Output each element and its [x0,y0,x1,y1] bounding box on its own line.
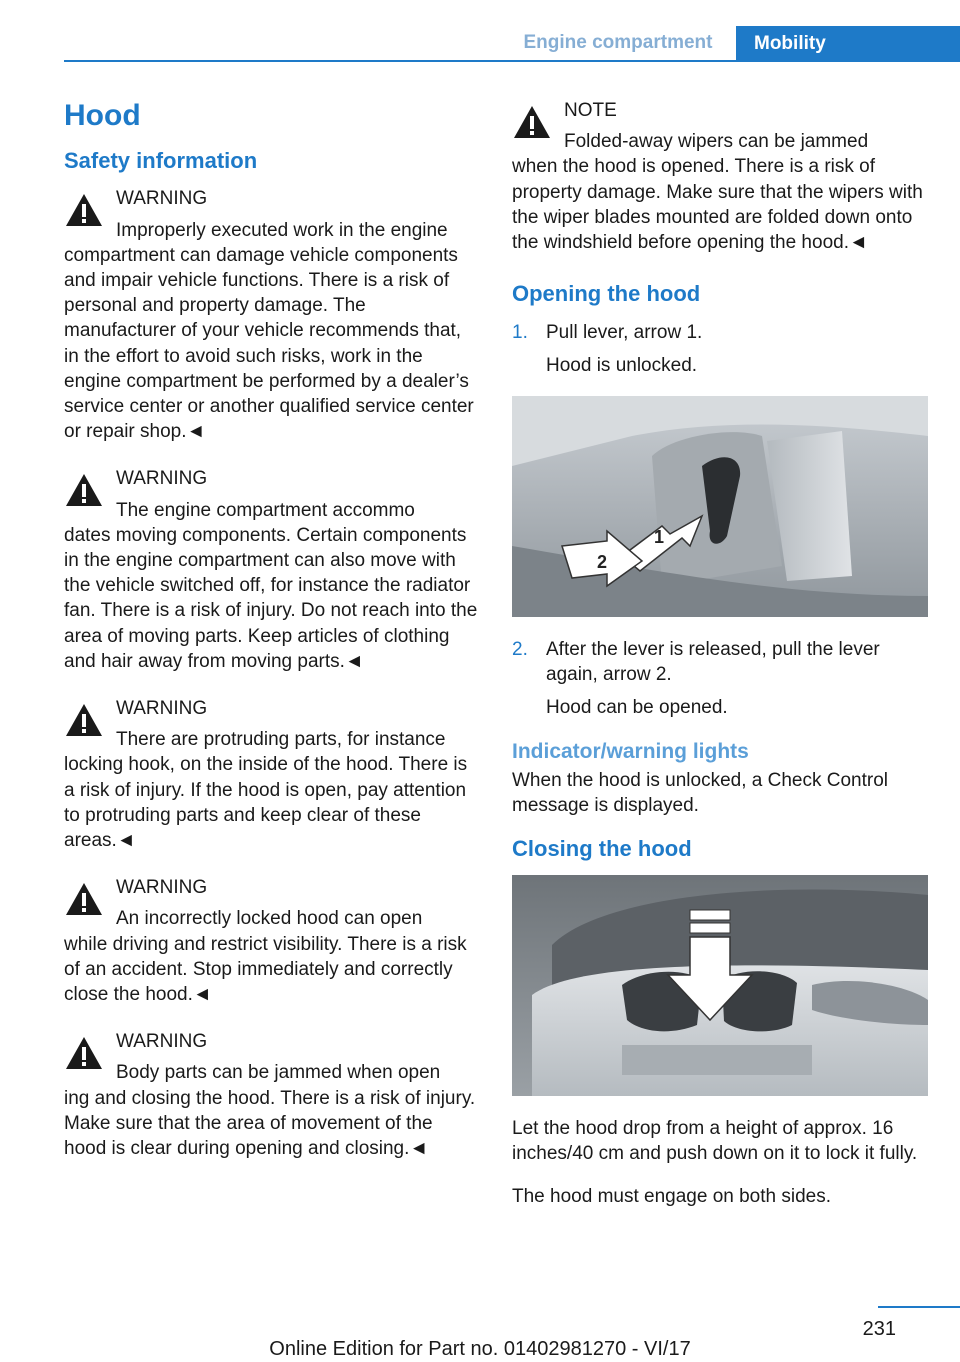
step-text: Pull lever, arrow 1. [546,321,703,343]
step-result: Hood is unlocked. [546,354,698,376]
step-number: 1. [512,321,528,343]
section-heading-indicator: Indicator/warning lights [512,739,749,763]
opening-steps-cont [512,637,928,721]
warning-text-first: An incorrectly locked hood can open [116,908,423,930]
header-section-tab[interactable]: Engine compartment [523,32,713,53]
section-heading-opening: Opening the hood [512,281,701,307]
header-chapter-tab[interactable]: Mobility [736,26,960,62]
svg-text:1: 1 [654,527,665,548]
warning-label: WARNING [116,877,208,899]
warning-label: WARNING [116,698,208,720]
opening-steps [512,320,928,378]
note-text: when the hood is opened. There is a risk of property damage. Make sure that the wipers with the wiper blades mounted are folded down onto the windshield before opening the hood.◄ [512,156,923,254]
note-block [512,98,928,255]
warning-icon [512,104,552,140]
warning-icon [64,192,104,228]
warning-icon [64,1035,104,1071]
warning-text-first: Improperly executed work in the engine [116,219,448,241]
warning-text: compartment can damage vehicle components and impair vehicle functions. There is a risk of personal and property damage. The manufacturer of your vehicle recommends that, in the effort to avoid such risks, work in the engine compartment be performed by a dealer’s service center or another qualified service center or repair shop.◄ [64,244,474,443]
warning-block [64,466,478,674]
right-column [512,98,928,1227]
warning-icon [64,472,104,508]
indicator-text: When the hood is unlocked, a Check Control message is displayed. [512,769,888,817]
note-text-first: Folded-away wipers can be jammed [564,131,869,153]
warning-label: WARNING [116,188,208,210]
note-label: NOTE [564,100,617,121]
warning-text-first: Body parts can be jammed when open [116,1062,441,1084]
page-number: 231 [862,1318,896,1340]
footer-rule [878,1306,960,1308]
closing-text-1: Let the hood drop from a height of approx. 16 inches/40 cm and push down on it to lock it fully. [512,1117,918,1164]
step-number: 2. [512,639,528,661]
svg-text:2: 2 [597,552,608,573]
warning-icon [64,881,104,917]
step-text: After the lever is released, pull the lever again, arrow 2. [546,639,880,686]
warning-icon [64,702,104,738]
warning-text: ing and closing the hood. There is a risk of injury. Make sure that the area of movement of the hood is clear during opening and closing.◄ [64,1087,476,1160]
warning-label: WARNING [116,1031,208,1053]
warning-label: WARNING [116,468,208,490]
list-item [512,637,928,721]
warning-text: locking hook, on the inside of the hood. There is a risk of injury. If the hood is open, pay attention to protruding parts and keep clear of these areas.◄ [64,754,468,852]
closing-text-2: The hood must engage on both sides. [512,1186,832,1208]
list-item [512,320,928,378]
warning-block [64,1029,478,1161]
section-heading-safety: Safety information [64,148,258,173]
header-rule [64,60,960,62]
warning-text: dates moving components. Certain components in the engine compartment can also move with the vehicle switched off, for instance the radiator fan. There is a risk of injury. Do not reach into the area of moving parts. Keep articles of clothing and hair away from moving parts.◄ [64,524,478,672]
hood-lever-figure [512,396,928,617]
warning-text: while driving and restrict visibility. There is a risk of an accident. Stop immediately and correctly close the hood.◄ [64,933,467,1006]
warning-block [64,875,478,1007]
left-column [64,98,478,1183]
page-title: Hood [64,99,141,132]
warning-text-first: There are protruding parts, for instance [116,729,446,751]
step-result: Hood can be opened. [546,697,728,719]
warning-block [64,186,478,444]
section-heading-closing: Closing the hood [512,836,692,862]
hood-closing-figure [512,875,928,1096]
warning-block [64,696,478,853]
warning-text-first: The engine compartment accommo [116,499,415,521]
edition-footer: Online Edition for Part no. 01402981270 - VI/17 [269,1338,691,1360]
